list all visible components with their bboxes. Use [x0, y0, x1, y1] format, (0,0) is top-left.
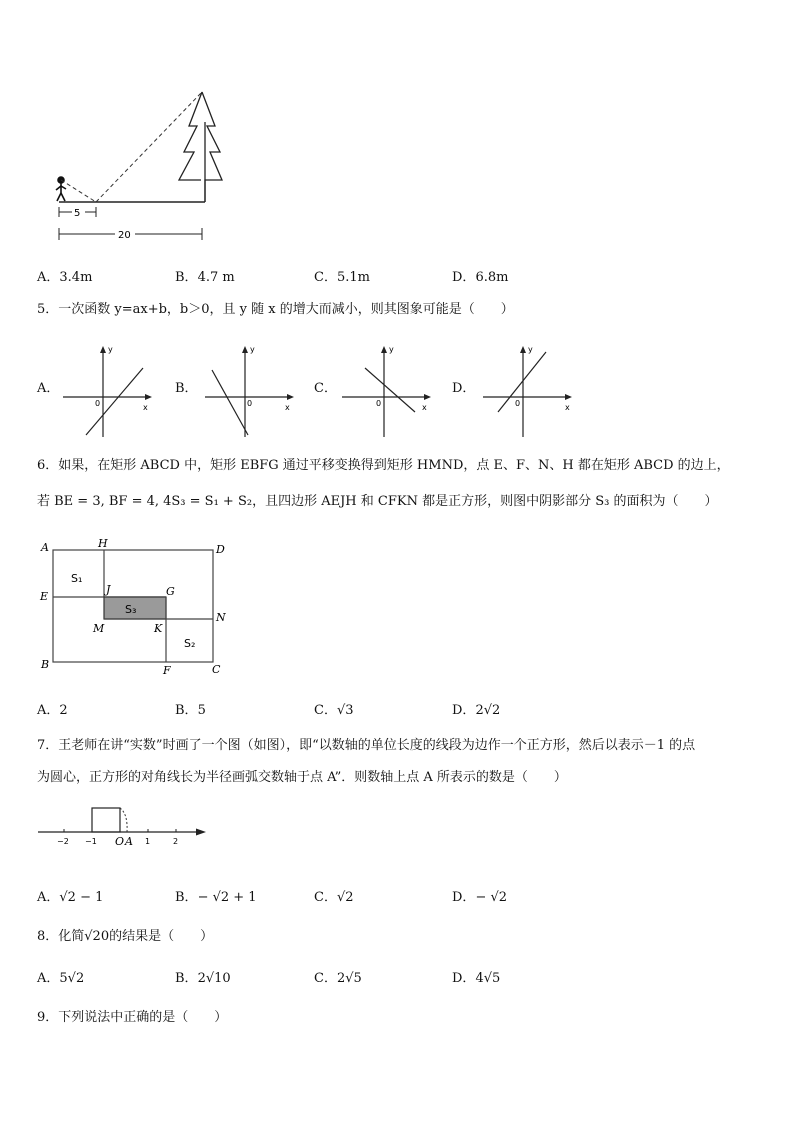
svg-text:x: x — [565, 403, 570, 412]
svg-text:y: y — [108, 345, 113, 354]
q7-stem-line2: 为圆心，正方形的对角线长为半径画弧交数轴于点 A”．则数轴上点 A 所表示的数是（ ） — [37, 770, 567, 785]
q7-option-b: B．− √2 + 1 — [175, 890, 257, 905]
unit-square — [92, 808, 120, 832]
svg-text:O: O — [115, 835, 125, 848]
q5-graph-c — [337, 340, 437, 440]
dim-label-20: 20 — [118, 230, 131, 241]
q4-option-d: D．6.8m — [452, 270, 509, 285]
q6-option-d: D．2√2 — [452, 703, 501, 718]
svg-text:J: J — [106, 583, 111, 596]
svg-text:A: A — [125, 835, 133, 848]
svg-text:S₁: S₁ — [71, 572, 83, 585]
q8-option-a: A．5√2 — [37, 971, 85, 986]
svg-text:D: D — [216, 543, 225, 556]
q6-option-c: C．√3 — [314, 703, 354, 718]
svg-text:0: 0 — [376, 399, 382, 408]
svg-text:G: G — [166, 585, 175, 598]
q8-stem: 8．化简√20的结果是（ ） — [37, 929, 214, 944]
svg-text:A: A — [41, 541, 49, 554]
q5-option-c-label: C． — [314, 381, 337, 396]
q6-option-a: A．2 — [37, 703, 68, 718]
q6-rectangle-figure — [36, 535, 236, 681]
svg-text:E: E — [40, 590, 49, 603]
svg-text:S₃: S₃ — [125, 603, 137, 616]
svg-text:x: x — [143, 403, 148, 412]
q8-option-d: D．4√5 — [452, 971, 501, 986]
q5-option-b-label: B． — [175, 381, 198, 396]
svg-text:S₂: S₂ — [184, 637, 196, 650]
arc-to-a — [120, 808, 127, 832]
svg-text:y: y — [250, 345, 255, 354]
q4-option-c: C．5.1m — [314, 270, 370, 285]
svg-text:C: C — [212, 663, 221, 676]
q4-option-b: B．4.7 m — [175, 270, 235, 285]
dim-label-5: 5 — [74, 208, 81, 219]
svg-text:−2: −2 — [57, 837, 69, 846]
q6-stem-line1: 6．如果，在矩形 ABCD 中，矩形 EBFG 通过平移变换得到矩形 HMND，点 E、F、N、H 都在矩形 ABCD 的边上， — [37, 458, 730, 473]
svg-text:0: 0 — [515, 399, 521, 408]
svg-text:−1: −1 — [85, 837, 97, 846]
svg-text:2: 2 — [173, 837, 179, 846]
svg-text:y: y — [389, 345, 394, 354]
svg-text:M: M — [93, 622, 105, 635]
q7-stem-line1: 7．王老师在讲“实数”时画了一个图（如图），即“以数轴的单位长度的线段为边作一个正方形，然后以表示－1 的点 — [37, 738, 696, 753]
svg-text:K: K — [154, 622, 163, 635]
q6-stem-line2: 若 BE = 3, BF = 4, 4S₃ = S₁ + S₂，且四边形 AEJH 和 CFKN 都是正方形，则图中阴影部分 S₃ 的面积为（ ） — [37, 494, 718, 509]
q4-figure — [45, 88, 235, 248]
q5-option-a-label: A． — [37, 381, 60, 396]
q8-option-c: C．2√5 — [314, 971, 362, 986]
svg-text:H: H — [98, 537, 108, 550]
svg-text:x: x — [285, 403, 290, 412]
q8-option-b: B．2√10 — [175, 971, 231, 986]
svg-text:x: x — [422, 403, 427, 412]
q5-graph-a — [58, 340, 158, 440]
person-icon — [56, 177, 66, 201]
q5-stem: 5．一次函数 y=ax+b，b＞0，且 y 随 x 的增大而减小，则其图象可能是（ ） — [37, 302, 514, 317]
q9-stem: 9．下列说法中正确的是（ ） — [37, 1010, 228, 1025]
svg-text:1: 1 — [145, 837, 151, 846]
q6-option-b: B．5 — [175, 703, 206, 718]
svg-text:B: B — [41, 658, 50, 671]
q7-number-line-figure — [36, 800, 211, 852]
q7-option-c: C．√2 — [314, 890, 354, 905]
q5-graph-b — [200, 340, 300, 440]
svg-text:N: N — [216, 611, 226, 624]
svg-text:0: 0 — [95, 399, 101, 408]
svg-text:y: y — [528, 345, 533, 354]
q7-option-d: D．− √2 — [452, 890, 508, 905]
svg-text:F: F — [163, 664, 171, 677]
q5-option-d-label: D． — [452, 381, 476, 396]
q7-option-a: A．√2 − 1 — [37, 890, 104, 905]
q5-graph-d — [478, 340, 578, 440]
svg-text:0: 0 — [247, 399, 253, 408]
sight-line-person — [61, 180, 96, 202]
q4-option-a: A．3.4m — [37, 270, 93, 285]
